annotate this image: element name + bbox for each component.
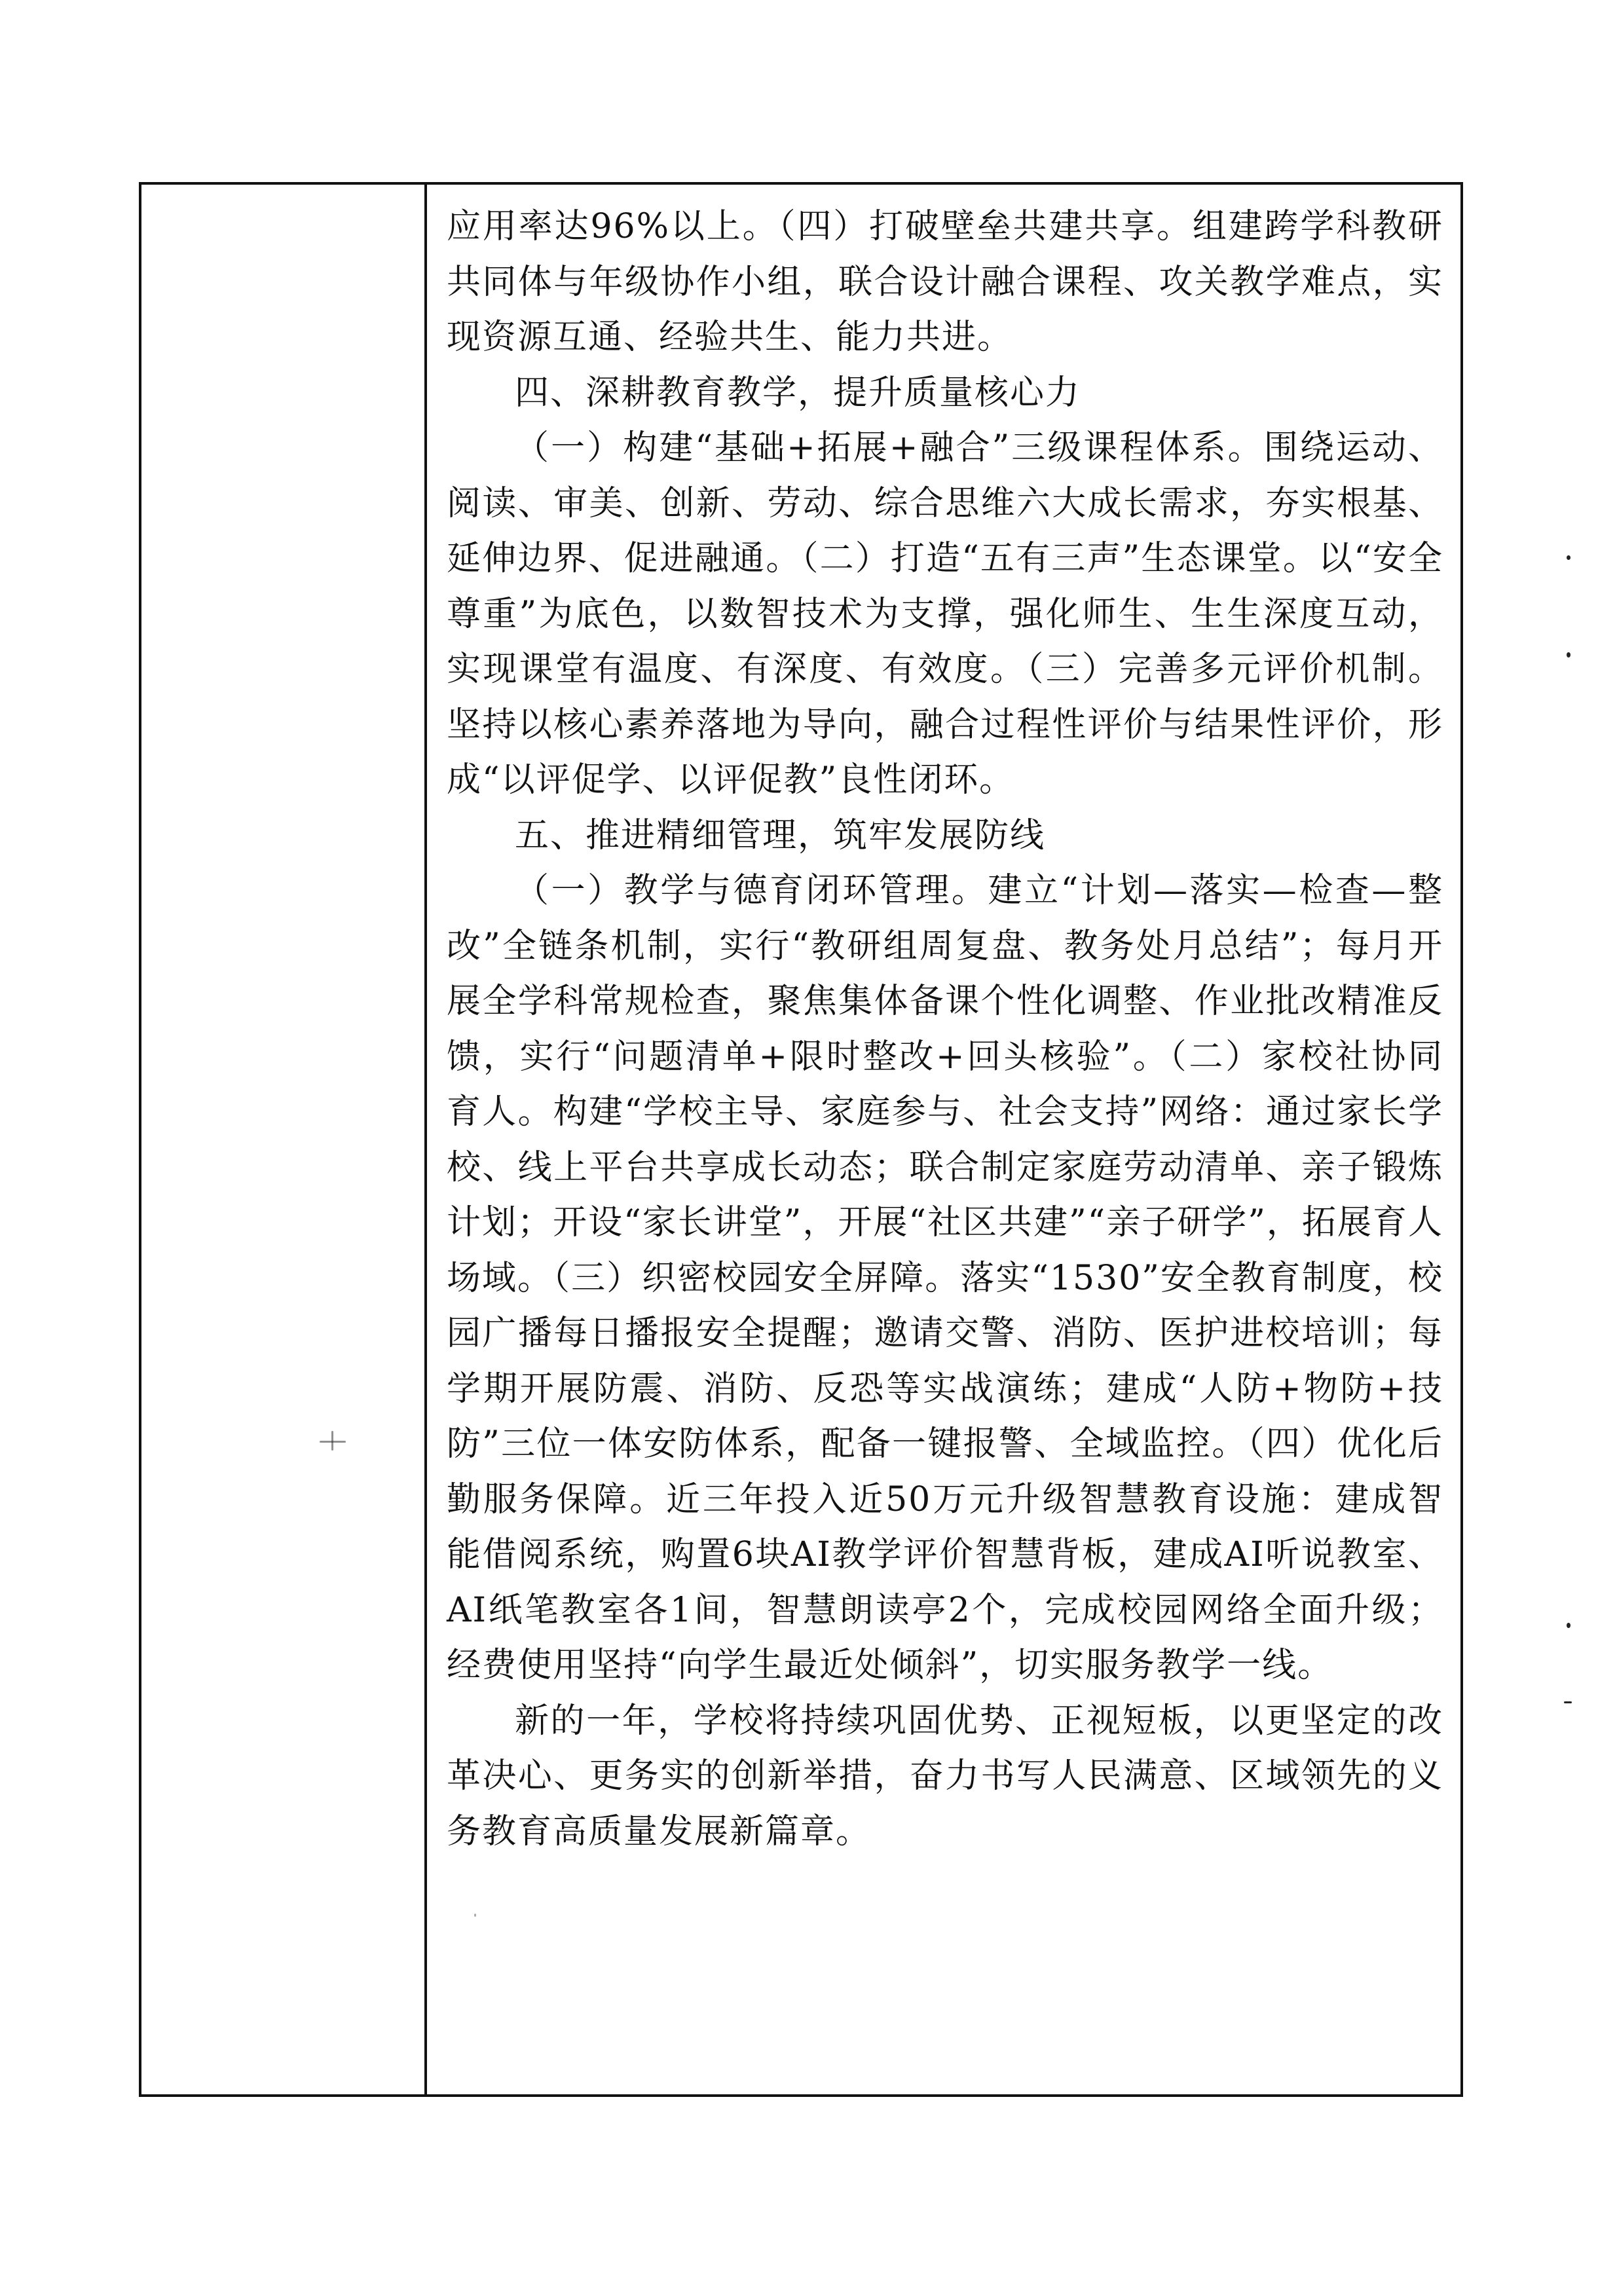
section-heading-five: 五、推进精细管理，筑牢发展防线: [515, 815, 1046, 855]
scan-speck: [474, 1914, 476, 1917]
body-paragraph-management: （一）教学与德育闭环管理。建立“计划—落实—检查—整改”全链条机制，实行“教研组周复盘、教务处月总结”；每月开展全学科常规检查，聚焦集体备课个性化调整、作业批改精准反馈，实行“问题清单+限时整改+回头核验”。（二）家校社协同育人。构建“学校主导、家庭参与、社会支持”网络：通过家长学校、线上平台共享成长动态；联合制定家庭劳动清单、亲子锻炼计划；开设“家长讲堂”，开展“社区共建”“亲子研学”，拓展育人场域。（三）织密校园安全屏障。落实“1530”安全教育制度，校园广播每日播报安全提醒；邀请交警、消防、医护进校培训；每学期开展防震、消防、反恐等实战演练；建成“人防+物防+技防”三位一体安防体系，配备一键报警、全域监控。（四）优化后勤服务保障。近三年投入近50万元升级智慧教育设施：建成智能借阅系统，购置6块AI教学评价智慧背板，建成AI听说教室、AI纸笔教室各1间，智慧朗读亭2个，完成校园网络全面升级；经费使用坚持“向学生最近处倾斜”，切实服务教学一线。: [447, 871, 1443, 1685]
section-heading-four: 四、深耕教育教学，提升质量核心力: [515, 373, 1081, 413]
form-table: [139, 182, 1463, 2097]
scan-speck: [1567, 555, 1571, 560]
body-paragraph-continuation: 应用率达96%以上。（四）打破壁垒共建共享。组建跨学科教研共同体与年级协作小组，联合设计融合课程、攻关教学难点，实现资源互通、经验共生、能力共进。: [447, 207, 1443, 357]
scan-speck: [1567, 652, 1571, 657]
body-paragraph-conclusion: 新的一年，学校将持续巩固优势、正视短板，以更坚定的改革决心、更务实的创新举措，奋力书写人民满意、区域领先的义务教育高质量发展新篇章。: [447, 1701, 1443, 1851]
scan-speck: [331, 1431, 333, 1451]
scan-speck: [1564, 1701, 1572, 1703]
table-label-column: [141, 185, 427, 2094]
scan-speck: [1567, 1623, 1571, 1628]
body-paragraph-curriculum: （一）构建“基础+拓展+融合”三级课程体系。围绕运动、阅读、审美、创新、劳动、综合思维六大成长需求，夯实根基、延伸边界、促进融通。（二）打造“五有三声”生态课堂。以“安全尊重”为底色，以数智技术为支撑，强化师生、生生深度互动，实现课堂有温度、有深度、有效度。（三）完善多元评价机制。坚持以核心素养落地为导向，融合过程性评价与结果性评价，形成“以评促学、以评促教”良性闭环。: [447, 428, 1443, 800]
table-content-column: [427, 185, 1460, 2094]
